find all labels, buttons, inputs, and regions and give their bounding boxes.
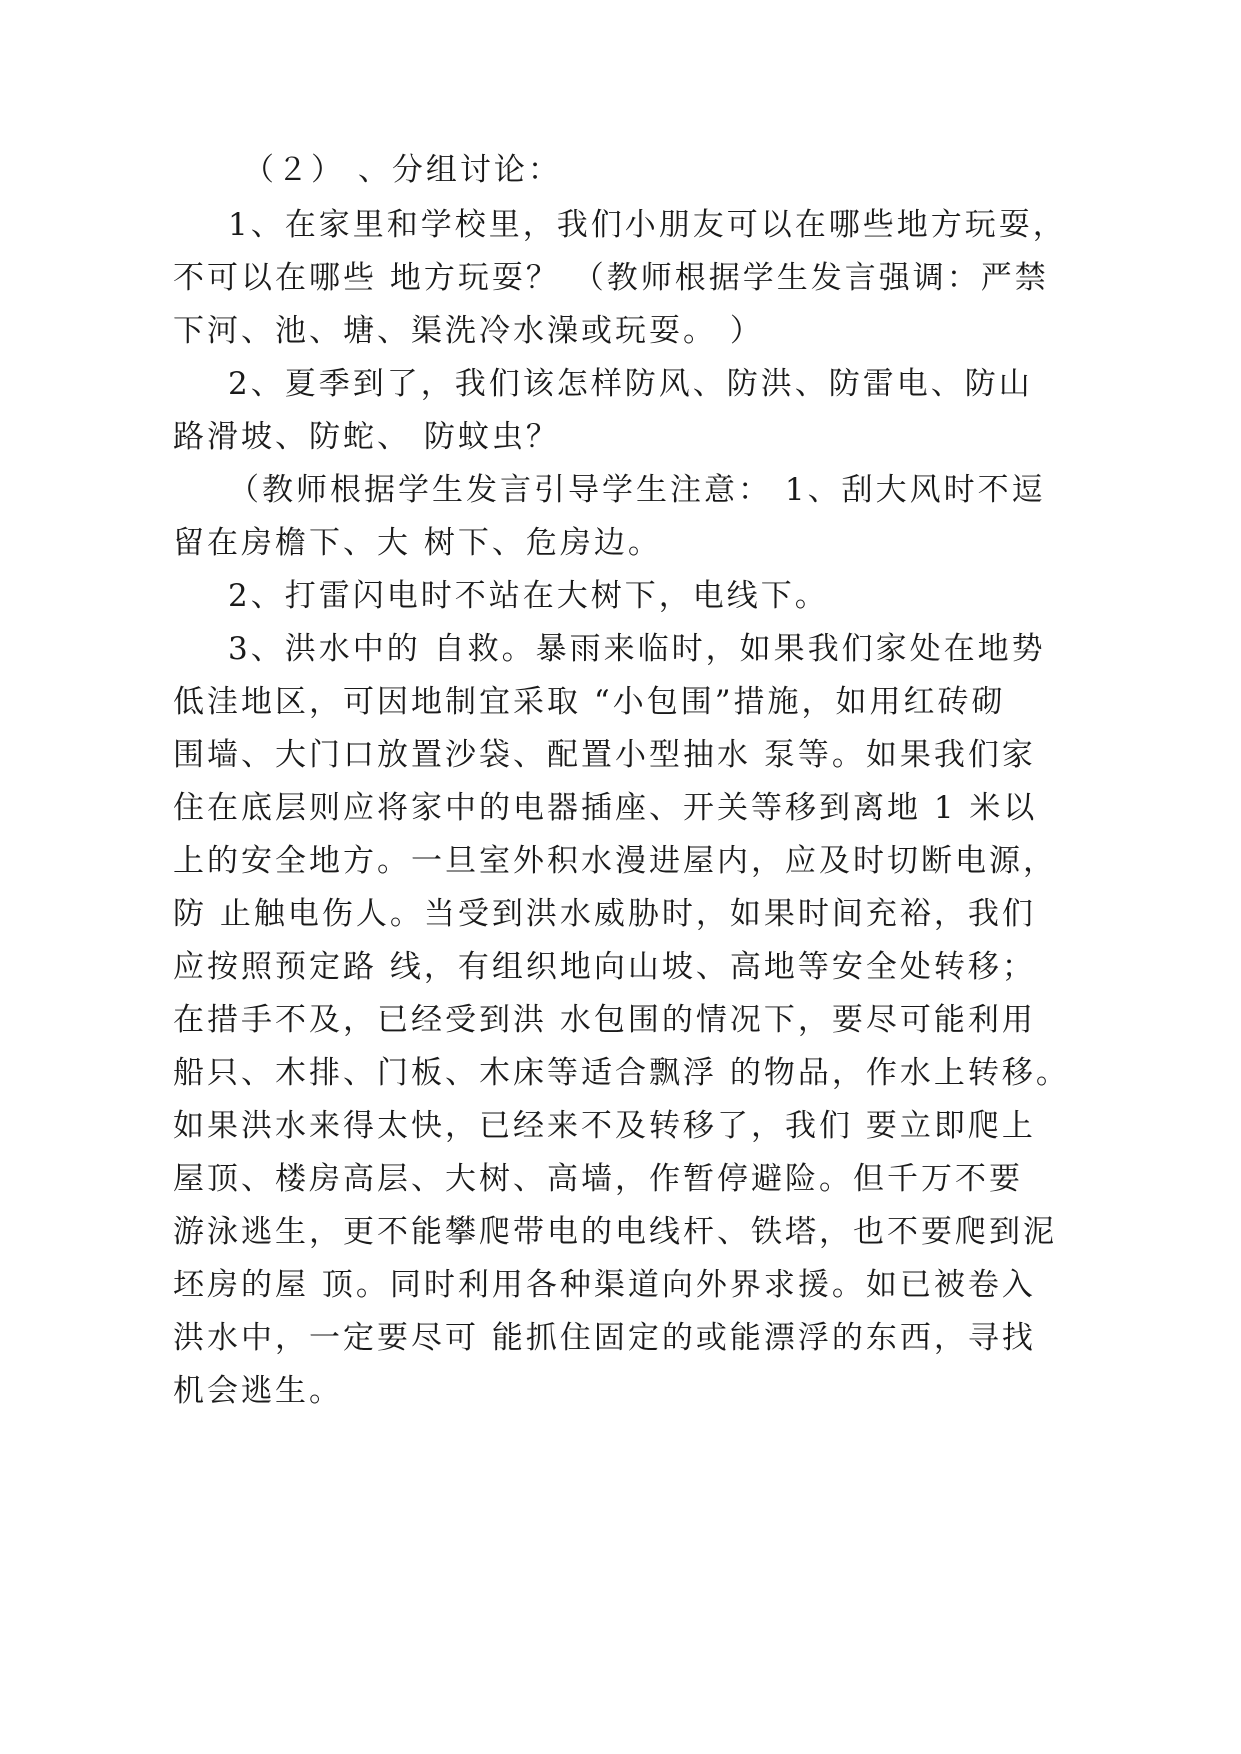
paragraph-line: 船只、木排、门板、木床等适合飘浮 的物品，作水上转移。	[173, 1055, 1070, 1091]
paragraph-line: 游泳逃生，更不能攀爬带电的电线杆、铁塔，也不要爬到泥	[173, 1214, 1057, 1250]
paragraph-line: 如果洪水来得太快，已经来不及转移了，我们 要立即爬上	[173, 1108, 1036, 1144]
paragraph-line: 1、在家里和学校里，我们小朋友可以在哪些地方玩耍，	[228, 207, 1067, 243]
paragraph-line: 住在底层则应将家中的电器插座、开关等移到离地 1 米以	[173, 790, 1038, 826]
paragraph-line: 应按照预定路 线，有组织地向山坡、高地等安全处转移；	[173, 949, 1036, 985]
paragraph-line: 机会逃生。	[173, 1373, 343, 1409]
paragraph-line: 路滑坡、防蛇、 防蚊虫？	[173, 419, 560, 455]
paragraph-line: 屋顶、楼房高层、大树、高墙，作暂停避险。但千万不要	[173, 1161, 1023, 1197]
paragraph-line: 3、洪水中的 自救。暴雨来临时，如果我们家处在地势	[228, 631, 1046, 667]
paragraph-line: 坯房的屋 顶。同时利用各种渠道向外界求援。如已被卷入	[173, 1267, 1036, 1303]
paragraph-line: 在措手不及，已经受到洪 水包围的情况下，要尽可能利用	[173, 1002, 1036, 1038]
paragraph-line: 不可以在哪些 地方玩耍？ （教师根据学生发言强调：严禁	[173, 260, 1049, 296]
paragraph-line: 2、打雷闪电时不站在大树下，电线下。	[228, 578, 829, 614]
paragraph-line: 2、夏季到了，我们该怎样防风、防洪、防雷电、防山	[228, 366, 1033, 402]
paragraph-line: 上的安全地方。一旦室外积水漫进屋内，应及时切断电源，	[173, 843, 1057, 879]
paragraph-line: 下河、池、塘、渠洗冷水澡或玩耍。 ）	[173, 313, 764, 349]
paragraph-line: 洪水中，一定要尽可 能抓住固定的或能漂浮的东西，寻找	[173, 1320, 1036, 1356]
paragraph-line: 低洼地区，可因地制宜采取 “小包围”措施，如用红砖砌	[173, 684, 1006, 720]
heading-group-discussion: （２） 、分组讨论：	[243, 152, 562, 188]
paragraph-line: 防 止触电伤人。当受到洪水威胁时，如果时间充裕，我们	[173, 896, 1036, 932]
paragraph-line: 围墙、大门口放置沙袋、配置小型抽水 泵等。如果我们家	[173, 737, 1036, 773]
paragraph-line: 留在房檐下、大 树下、危房边。	[173, 525, 662, 561]
paragraph-line: （教师根据学生发言引导学生注意： 1、刮大风时不逗	[228, 472, 1046, 508]
